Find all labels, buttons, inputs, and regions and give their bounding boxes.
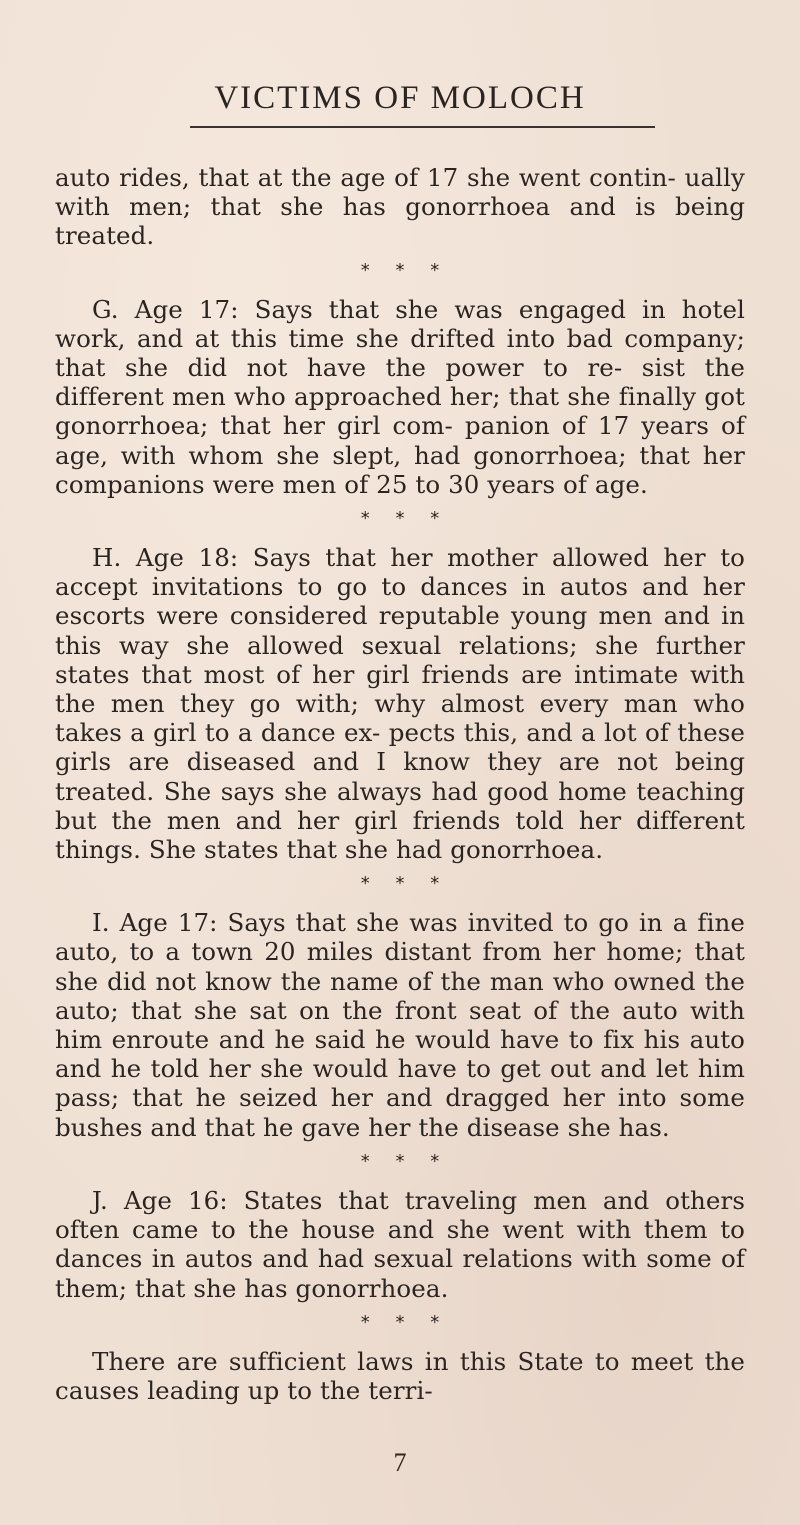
paragraph-case-j: J. Age 16: States that traveling men and others often came to the house and she went with them to dances in autos and had sexual relations with some of them; that she has gonorrhoea. bbox=[55, 1185, 745, 1303]
section-separator: * * * bbox=[360, 259, 450, 281]
running-head: VICTIMS OF MOLOCH bbox=[214, 80, 586, 116]
section-separator: * * * bbox=[360, 1150, 450, 1172]
paragraph-conclusion: There are sufficient laws in this State to meet the causes leading up to the terri- bbox=[55, 1346, 745, 1405]
paragraph-case-h: H. Age 18: Says that her mother allowed her to accept invitations to go to dances in autos and her escorts were considered reputable young men and in this way she allowed sexual relations; she further states that most of her girl friends are intimate with the men they go with; why almost every man who takes a girl to a dance ex- pects this, and a lot of these girls are diseased and I know they are not being treated. She says she always had good home teaching but the men and her girl friends told her different things. She states that she had gonorrhoea. bbox=[55, 543, 745, 865]
section-separator: * * * bbox=[360, 1311, 450, 1333]
section-separator: * * * bbox=[360, 508, 450, 530]
paragraph-case-i: I. Age 17: Says that she was invited to go in a fine auto, to a town 20 miles distant from her home; that she did not know the name of the man who owned the auto; that she sat on the front seat of the auto with him enroute and he said he would have to fix his auto and he told her she would have to get out and let him pass; that he seized her and dragged her into some bushes and that he gave her the disease she has. bbox=[55, 908, 745, 1142]
page-number: 7 bbox=[393, 1448, 407, 1477]
paragraph-continuation: auto rides, that at the age of 17 she went contin- ually with men; that she has gonorrhoea and is being treated. bbox=[55, 163, 745, 251]
section-separator: * * * bbox=[360, 873, 450, 895]
body-text bbox=[55, 163, 745, 1405]
paragraph-case-g: G. Age 17: Says that she was engaged in hotel work, and at this time she drifted into bad company; that she did not have the power to re- sist the different men who approached her; that she finally got gonorrhoea; that her girl com- panion of 17 years of age, with whom she slept, had gonorrhoea; that her companions were men of 25 to 30 years of age. bbox=[55, 294, 745, 499]
header-rule bbox=[190, 126, 655, 128]
